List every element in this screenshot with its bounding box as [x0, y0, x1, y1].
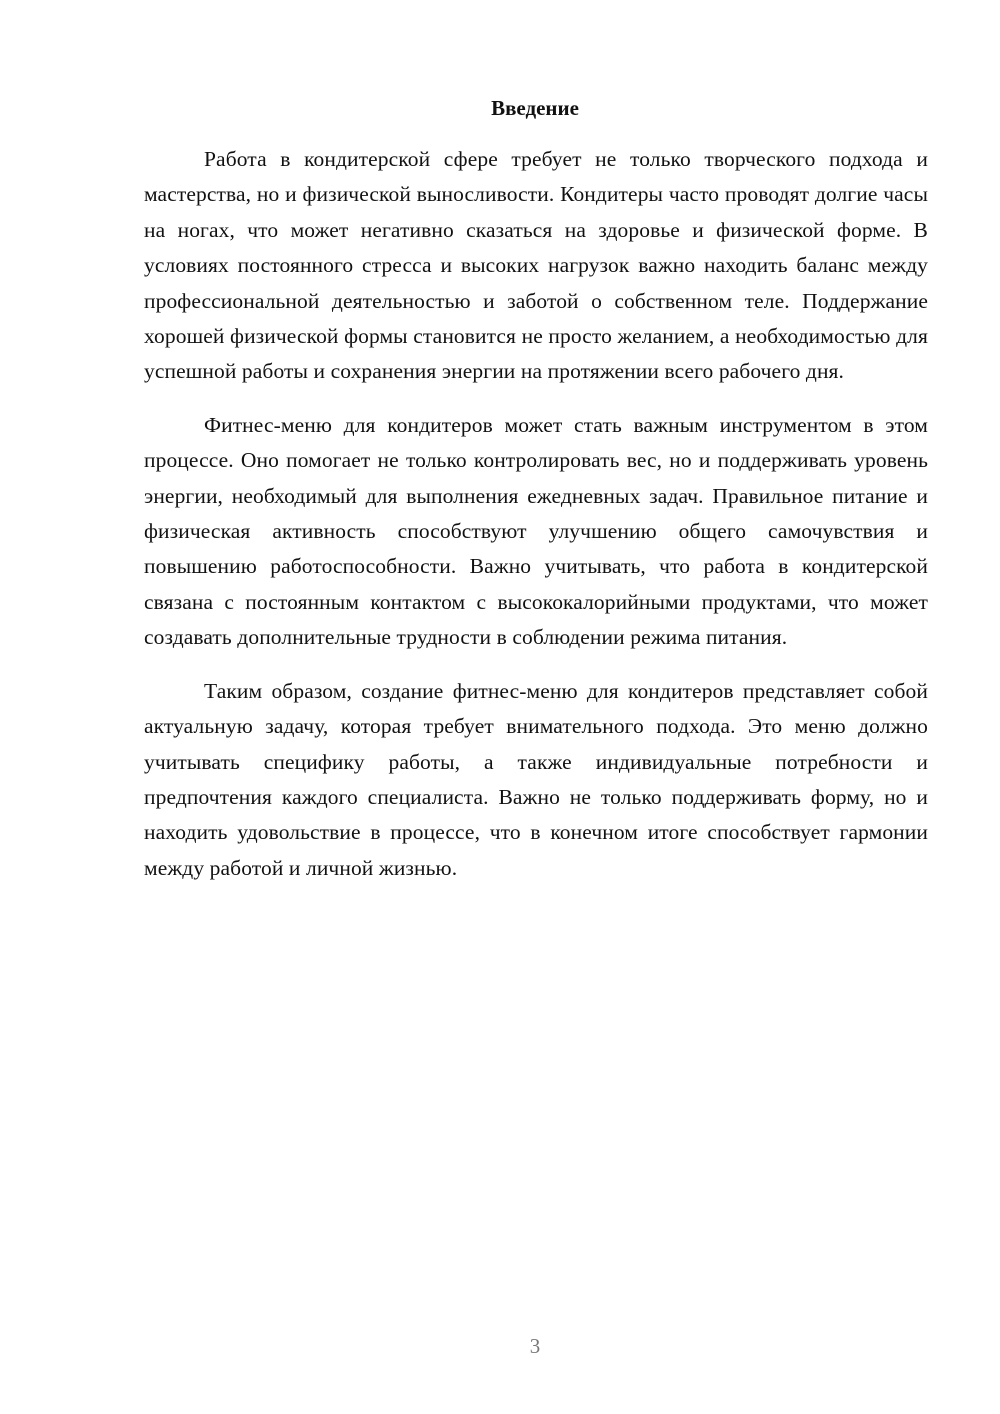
paragraph-1: Работа в кондитерской сфере требует не только творческого подхода и мастерства, но и физической выносливости. Кондитеры часто проводят долгие часы на ногах, что может негативно сказаться на здоровье и физической форме. В условиях постоянного стресса и высоких нагрузок важно находить баланс между профессиональной деятельностью и заботой о собственном теле. Поддержание хорошей физической формы становится не просто желанием, а необходимостью для успешной работы и сохранения энергии на протяжении всего рабочего дня. [144, 147, 928, 384]
paragraph-2: Фитнес-меню для кондитеров может стать важным инструментом в этом процессе. Оно помогает не только контролировать вес, но и поддерживать уровень энергии, необходимый для выполнения ежедневных задач. Правильное питание и физическая активность способствуют улучшению общего самочувствия и повышению работоспособности. Важно учитывать, что работа в кондитерской связана с постоянным контактом с высококалорийными продуктами, что может создавать дополнительные трудности в соблюдении режима питания. [144, 412, 928, 650]
section-heading: Введение [491, 96, 579, 120]
body-text [144, 142, 928, 904]
page-number: 3 [529, 1334, 541, 1358]
paragraph-3: Таким образом, создание фитнес-меню для кондитеров представляет собой актуальную задачу, которая требует внимательного подхода. Это меню должно учитывать специфику работы, а также индивидуальные потребности и предпочтения каждого специалиста. Важно не только поддерживать форму, но и находить удовольствие в процессе, что в конечном итоге способствует гармонии между работой и личной жизнью. [144, 678, 928, 880]
